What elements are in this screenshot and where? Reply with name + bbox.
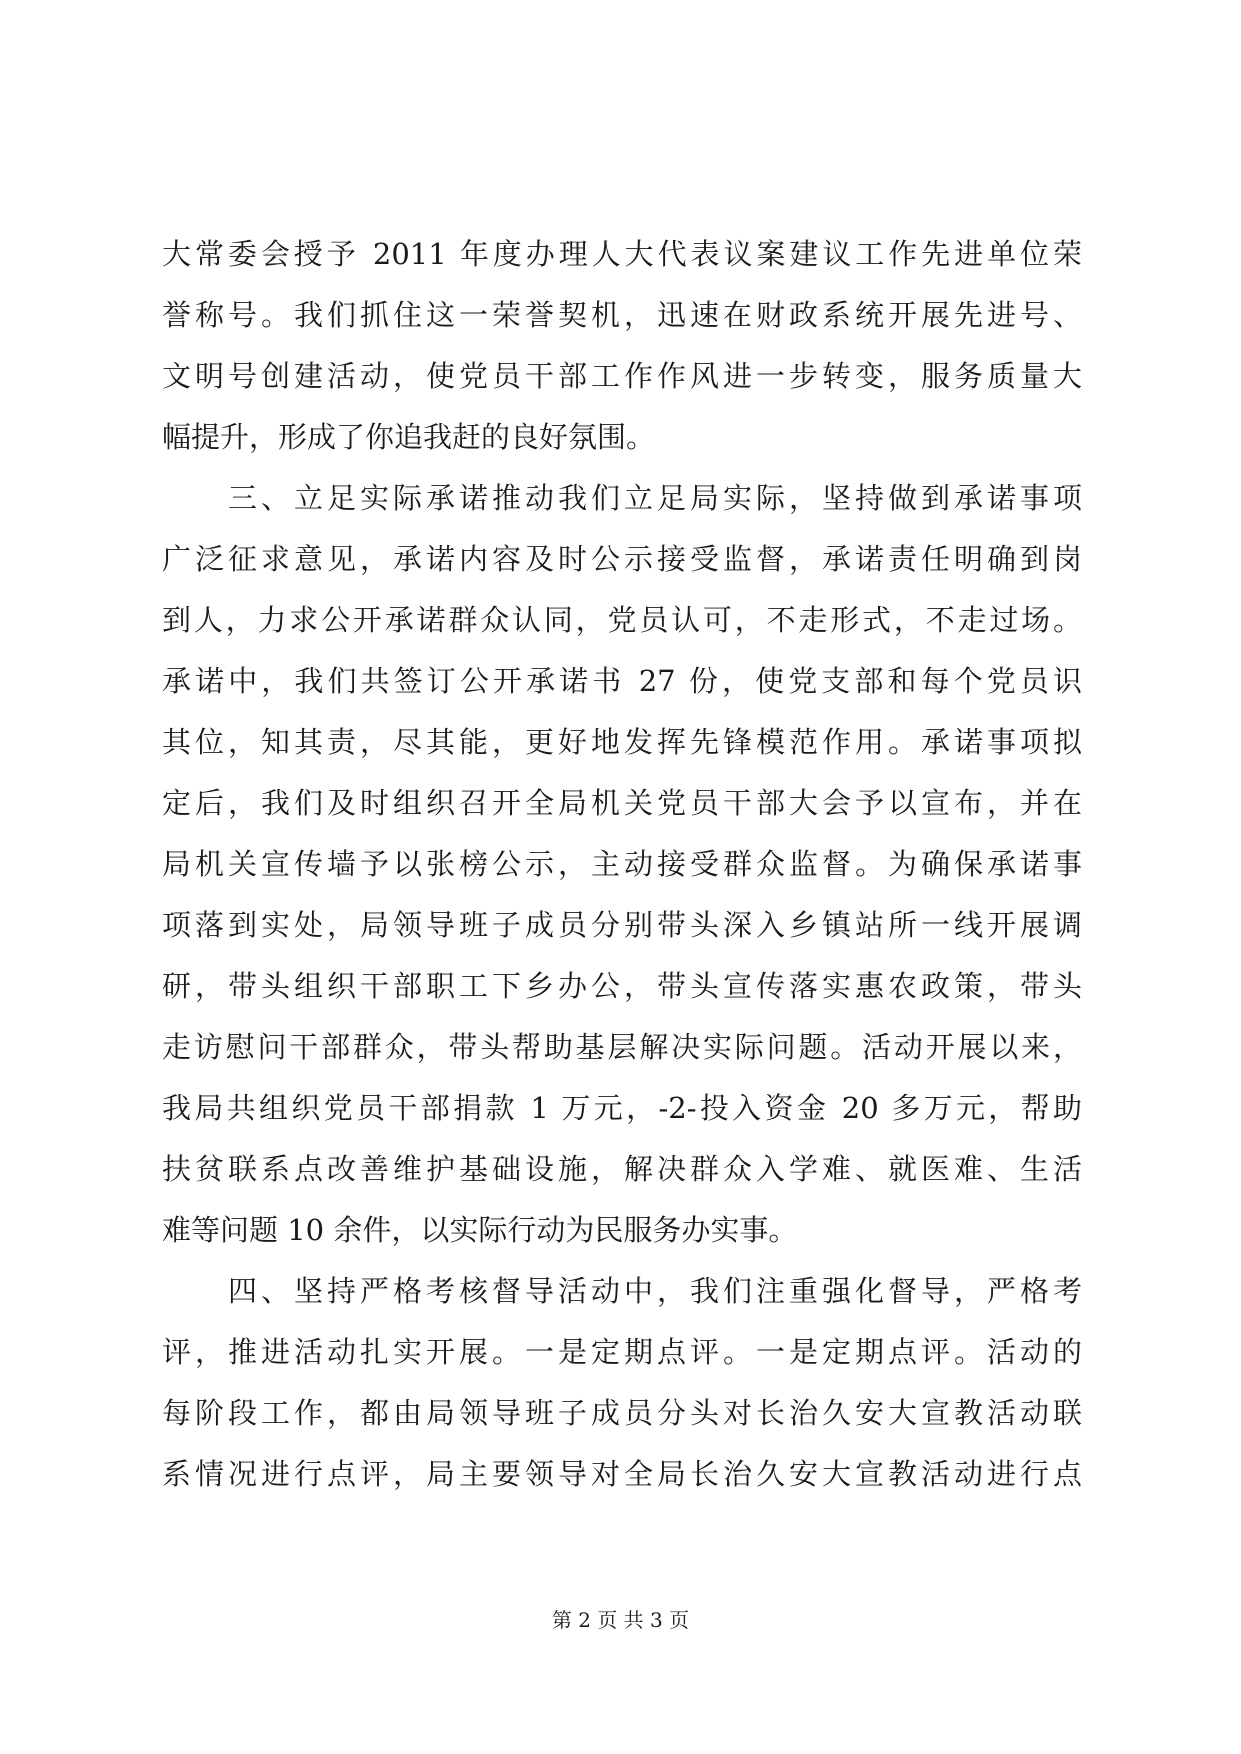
- text-line: 文明号创建活动，使党员干部工作作风进一步转变，服务质量大: [162, 359, 1082, 393]
- text-line: 幅提升，形成了你追我赶的良好氛围。: [162, 420, 656, 454]
- text-line: 项落到实处，局领导班子成员分别带头深入乡镇站所一线开展调: [162, 908, 1082, 942]
- text-line: 我局共组织党员干部捐款 1 万元，-2-投入资金 20 多万元，帮助: [162, 1091, 1082, 1125]
- text-line: 每阶段工作，都由局领导班子成员分头对长治久安大宣教活动联: [162, 1396, 1082, 1430]
- text-line: 三、立足实际承诺推动我们立足局实际，坚持做到承诺事项: [162, 481, 1082, 515]
- page-footer: 第 2 页 共 3 页: [551, 1608, 690, 1632]
- text-line: 定后，我们及时组织召开全局机关党员干部大会予以宣布，并在: [162, 786, 1082, 820]
- text-line: 广泛征求意见，承诺内容及时公示接受监督，承诺责任明确到岗: [162, 542, 1082, 576]
- text-line: 走访慰问干部群众，带头帮助基层解决实际问题。活动开展以来，: [162, 1030, 1082, 1064]
- text-line: 系情况进行点评，局主要领导对全局长治久安大宣教活动进行点: [162, 1457, 1082, 1491]
- text-line: 誉称号。我们抓住这一荣誉契机，迅速在财政系统开展先进号、: [162, 298, 1082, 332]
- body-text: [162, 224, 1082, 1505]
- text-line: 四、坚持严格考核督导活动中，我们注重强化督导，严格考: [162, 1274, 1082, 1308]
- text-line: 研，带头组织干部职工下乡办公，带头宣传落实惠农政策，带头: [162, 969, 1082, 1003]
- text-line: 到人，力求公开承诺群众认同，党员认可，不走形式，不走过场。: [162, 603, 1082, 637]
- text-line: 其位，知其责，尽其能，更好地发挥先锋模范作用。承诺事项拟: [162, 725, 1082, 759]
- text-line: 难等问题 10 余件，以实际行动为民服务办实事。: [162, 1213, 798, 1247]
- text-line: 承诺中，我们共签订公开承诺书 27 份，使党支部和每个党员识: [162, 664, 1082, 698]
- text-line: 扶贫联系点改善维护基础设施，解决群众入学难、就医难、生活: [162, 1152, 1082, 1186]
- text-line: 评，推进活动扎实开展。一是定期点评。一是定期点评。活动的: [162, 1335, 1082, 1369]
- text-line: 大常委会授予 2011 年度办理人大代表议案建议工作先进单位荣: [162, 237, 1082, 271]
- text-line: 局机关宣传墙予以张榜公示，主动接受群众监督。为确保承诺事: [162, 847, 1082, 881]
